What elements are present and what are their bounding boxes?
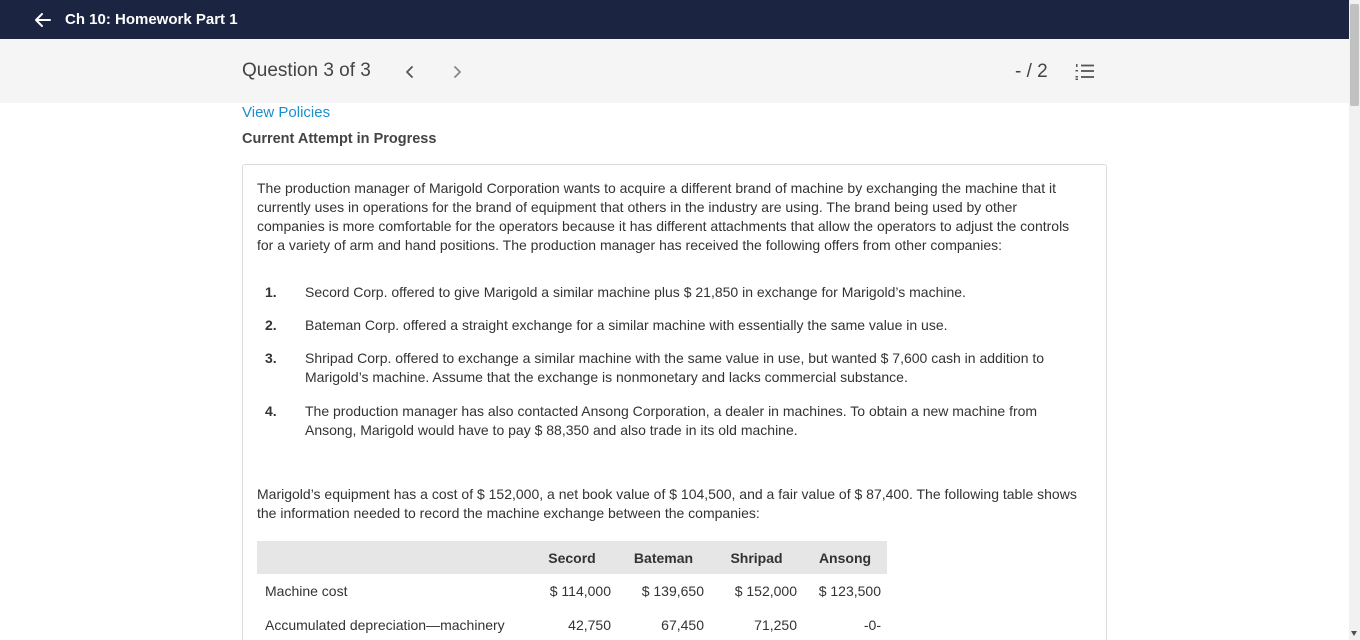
view-policies-link[interactable]: View Policies <box>242 104 331 121</box>
table-header-row <box>257 541 887 574</box>
table-cell: $ 139,650 <box>641 583 704 599</box>
table-cell: 42,750 <box>568 617 611 633</box>
list-item-number: 4. <box>265 403 277 419</box>
scroll-down-arrow-icon[interactable] <box>1351 631 1357 636</box>
question-followup: Marigold’s equipment has a cost of $ 152,000, a net book value of $ 104,500, and a fair value of $ 87,400. The following table shows the information needed to record the machine exchange between the companies: <box>257 486 1077 521</box>
list-item-text: The production manager has also contacted Ansong Corporation, a dealer in machines. To obtain a new machine from Ansong, Marigold would have to pay $ 88,350 and also trade in its old machine. <box>305 403 1038 438</box>
table-row <box>257 608 887 640</box>
arrow-left-icon[interactable] <box>33 10 53 30</box>
table-row <box>257 574 887 608</box>
attempt-status: Current Attempt in Progress <box>242 131 437 147</box>
list-item-number: 2. <box>265 317 277 333</box>
scrollbar-thumb[interactable] <box>1350 4 1359 106</box>
table-header-cell <box>257 541 527 574</box>
question-header <box>0 39 1349 103</box>
row-label: Machine cost <box>265 583 348 599</box>
table-cell: $ 152,000 <box>734 583 797 599</box>
row-label: Accumulated depreciation—machinery <box>265 617 505 633</box>
table-header-cell: Secord <box>548 549 596 566</box>
previous-question-button[interactable] <box>400 61 420 83</box>
table-cell: $ 123,500 <box>818 583 881 599</box>
page-scrollbar[interactable] <box>1349 0 1360 640</box>
list-item-text: Shripad Corp. offered to exchange a similar machine with the same value in use, but wanted $ 7,600 cash in addition to Marigold’s machine. Assume that the exchange is nonmonetary and lacks commercial substance. <box>305 350 1045 385</box>
list-item-text: Secord Corp. offered to give Marigold a similar machine plus $ 21,850 in exchange for Marigold’s machine. <box>305 284 966 300</box>
table-cell: 71,250 <box>754 617 797 633</box>
table-header-cell: Bateman <box>633 549 694 566</box>
table-cell: -0- <box>863 617 881 633</box>
list-item-number: 1. <box>265 284 277 300</box>
question-counter: Question 3 of 3 <box>242 60 371 81</box>
question-intro: The production manager of Marigold Corporation wants to acquire a different brand of machine by exchanging the machine that it currently uses in operations for the brand of equipment that others in the industry are using. The brand being used by other companies is more comfortable for the operators because it has different attachments that allow the operators to adjust the controls for a variety of arm and hand positions. The production manager has received the following offers from other companies: <box>257 180 1070 253</box>
list-item-number: 3. <box>265 350 277 366</box>
table-header-cell: Ansong <box>818 549 872 566</box>
list-item-text: Bateman Corp. offered a straight exchange for a similar machine with essentially the same value in use. <box>305 317 948 333</box>
numbered-list-icon[interactable] <box>1074 62 1096 82</box>
table-cell: $ 114,000 <box>549 583 611 599</box>
top-bar <box>0 0 1349 39</box>
chevron-right-icon <box>452 65 462 79</box>
table-cell: 67,450 <box>661 617 704 633</box>
question-score: - / 2 <box>1015 61 1048 82</box>
next-question-button[interactable] <box>447 61 467 83</box>
question-body <box>242 164 1107 640</box>
assignment-title: Ch 10: Homework Part 1 <box>65 11 238 28</box>
chevron-left-icon <box>405 65 415 79</box>
exchange-table <box>257 541 887 640</box>
table-header-cell: Shripad <box>730 549 783 566</box>
